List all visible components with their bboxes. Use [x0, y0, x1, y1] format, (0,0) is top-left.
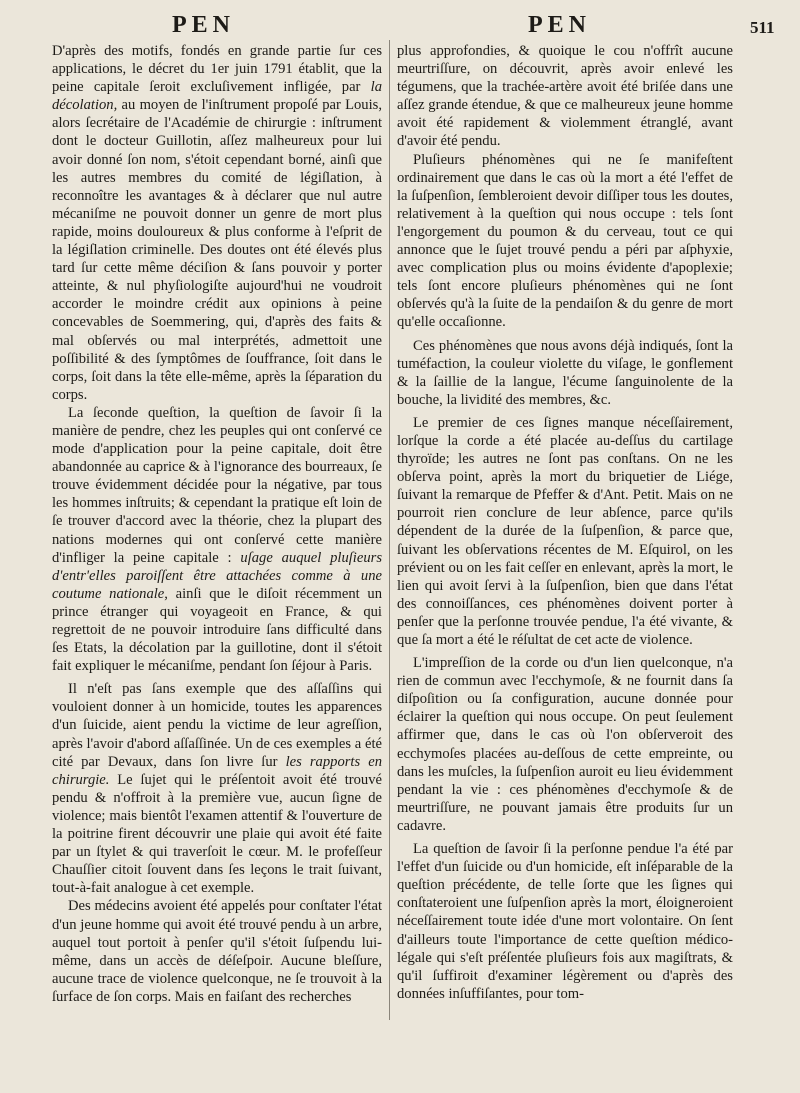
paragraph: La ſeconde queſtion, la queſtion de ſavoir ſi la manière de pendre, chez les peuples qui ont conſervé ce mode d'application pour la peine capitale, doit être abandonnée au caprice & à l'ignorance des bourreaux, ſe trouve évidemment décidée pour la négative, par tous les hommes inſtruits; & cependant la pratique eſt loin de ſe trouver d'accord avec la théorie, chez la plupart des nations modernes qui ont conſervé cette manière d'infliger la peine capitale : uſage auquel pluſieurs d'entr'elles paroiſſent être attachées comme à une coutume nationale, ainſi que le diſoit récemment un prince étranger qui voyageoit en France, & qui regrettoit de ne pouvoir introduire ſans difficulté dans ſes Etats, la décolation par la guillotine, dont il s'étoit fait expliquer le mécaniſme, pendant ſon ſéjour à Paris. — [52, 404, 382, 675]
paragraph: plus approfondies, & quoique le cou n'offrît aucune meurtriſſure, on découvrit, après avoir enlevé les tégumens, que la trachée-artère avoit été briſée dans une aſſez grande étendue, & que ce malheureux jeune homme avoit été rapidement & violemment étranglé, avant d'avoir été pendu. — [397, 43, 733, 150]
paragraph: L'impreſſion de la corde ou d'un lien quelconque, n'a rien de commun avec l'ecchymoſe, & ne fournit dans ſa diſpoſition ou ſa configuration, aucune donnée pour éclairer la queſtion qui nous occupe. On peut ſeulement affirmer que, dans le cas où l'on obſerveroit des ecchymoſes placées au-deſſous de cette empreinte, ou dans les muſcles, la ſuſpenſion auroit eu lieu évidemment pendant la vie : ces phénomènes d'ecchymoſe & de meurtriſſure, ne pouvant jamais être produits ſur un cadavre. — [397, 655, 733, 834]
italic-term: la décolation, — [52, 79, 382, 114]
italic-quote: uſage auquel pluſieurs d'entr'elles paroiſſent être attachées comme à une coutume nationale — [52, 549, 382, 602]
italic-title: les rapports en chirurgie. — [52, 753, 383, 788]
paragraph: Pluſieurs phénomènes qui ne ſe manifeſtent ordinairement que dans le cas où la mort a été l'effet de la ſuſpenſion, ſembleroient devoir diſſiper tous les doutes, relativement à la queſtion qui nous occupe : tels ſont l'engorgement du poumon & du cerveau, tout ce qui annonce que le ſujet trouvé pendu a péri par aſphyxie, avec complication plus ou moins évidente d'apoplexie; tels ſont encore pluſieurs phénomènes qui ne ſont obſervés qu'à la ſuite de la pendaiſon & du genre de mort qu'elle occaſionne. — [397, 151, 733, 331]
paragraph: Il n'eſt pas ſans exemple que des aſſaſſins qui vouloient donner à un homicide, toutes les apparences d'un ſuicide, aient pendu la victime de leur agreſſion, après l'avoir d'abord aſſaſſinée. Un de ces exemples a été cité par Devaux, dans ſon livre ſur les rapports en chirurgie. Le ſujet qui le préſentoit avoit été trouvé pendu & n'offroit à la première vue, aucun ſigne de violence; mais bientôt l'examen attentif & l'ouverture de la poitrine firent découvrir une plaie qui avoit été faite par un ſtylet & qui traverſoit le cœur. M. le profeſſeur Chauſſier citoit ſouvent dans ſes leçons le trait ſuivant, tout-à-fait analogue à cet exemple. — [52, 681, 383, 897]
running-head-right: PEN — [528, 12, 591, 38]
left-column — [52, 42, 382, 1006]
page-number: 511 — [750, 18, 775, 37]
right-column — [397, 42, 733, 1003]
paragraph: La queſtion de ſavoir ſi la perſonne pendue l'a été par l'effet d'un ſuicide ou d'un homicide, eſt inſéparable de la queſtion précédente, de telle ſorte que les ſignes qui conſtateroient une ſuſpenſion après la mort, éloigneroient néceſſairement toute idée d'une mort volontaire. On ſent d'ailleurs toute l'importance de cette queſtion médico-légale qui s'eſt préſentée pluſieurs fois aux magiſtrats, & qu'il ſuffiroit d'examiner légèrement ou d'après des données inſuffiſantes, pour tom- — [397, 841, 733, 1002]
paragraph: D'après des motifs, fondés en grande partie ſur ces applications, le décret du 1er juin 1791 établit, que la peine capitale ſeroit excluſivement infligée, par la décolation, au moyen de l'inſtrument propoſé par Louis, alors ſecrétaire de l'Académie de chirurgie : inſtrument dont le docteur Guillotin, aſſez malheureux pour lui avoir donné ſon nom, s'étoit cependant borné, ainſi que les autres membres du comité de légiſlation, à reconnoître les avantages & à déclarer que nul autre mécaniſme ne pouvoit donner un genre de mort plus rapide, moins douloureux & plus conforme à l'eſprit de la légiſlation criminelle. Des doutes ont été élevés plus tard ſur cette même déciſion & ſans pouvoir y porter atteinte, & nul phyſiologiſte aujourd'hui ne voudroit accorder le moindre crédit aux opinions à peine concevables de Soemmering, qui, d'après des faits & mal obſervés ou mal interprétés, admettoit une poſſibilité & des ſymptômes de ſouffrance, ſoit dans le corps, ſoit dans la tête elle-même, après la ſéparation du corps. — [52, 43, 382, 403]
paragraph: Des médecins avoient été appelés pour conſtater l'état d'un jeune homme qui avoit été trouvé pendu à un arbre, auquel tout portoit à penſer qu'il s'étoit ſuſpendu lui-même, dans un accès de déſeſpoir. Aucune bleſſure, aucune trace de violence quelconque, ne ſe trouvoit à la ſurface de ſon corps. Mais en faiſant des recherches — [52, 898, 382, 1005]
column-divider — [389, 40, 390, 1020]
paragraph: Le premier de ces ſignes manque néceſſairement, lorſque la corde a été placée au-deſſus du cartilage thyroïde; les autres ne ſont pas conſtans. On ne les obſerva point, après la mort du briquetier de Liége, ſuivant la remarque de Pfeffer & d'Ant. Petit. Mais on ne pourroit rien conclure de leur abſence, parce qu'ils dépendent de la durée de la ſuſpenſion, & parce que, ſuivant les obſervations récentes de M. Eſquirol, on les prévient ou on les fait ceſſer en enlevant, après la mort, le lien qui avoit ſervi à la ſuſpenſion, bien que dans l'état des connoiſſances, ces phénomènes doivent porter à penſer que la perſonne trouvée pendue, l'a été vivante, & que ſa mort a été le réſultat de cet acte de violence. — [397, 414, 733, 648]
running-head-left: PEN — [172, 12, 235, 38]
running-header — [0, 12, 800, 42]
paragraph: Ces phénomènes que nous avons déjà indiqués, ſont la tuméfaction, la couleur violette du viſage, le gonflement & la ſaillie de la langue, l'écume ſanguinolente de la bouche, la lividité des membres, &c. — [397, 337, 733, 408]
